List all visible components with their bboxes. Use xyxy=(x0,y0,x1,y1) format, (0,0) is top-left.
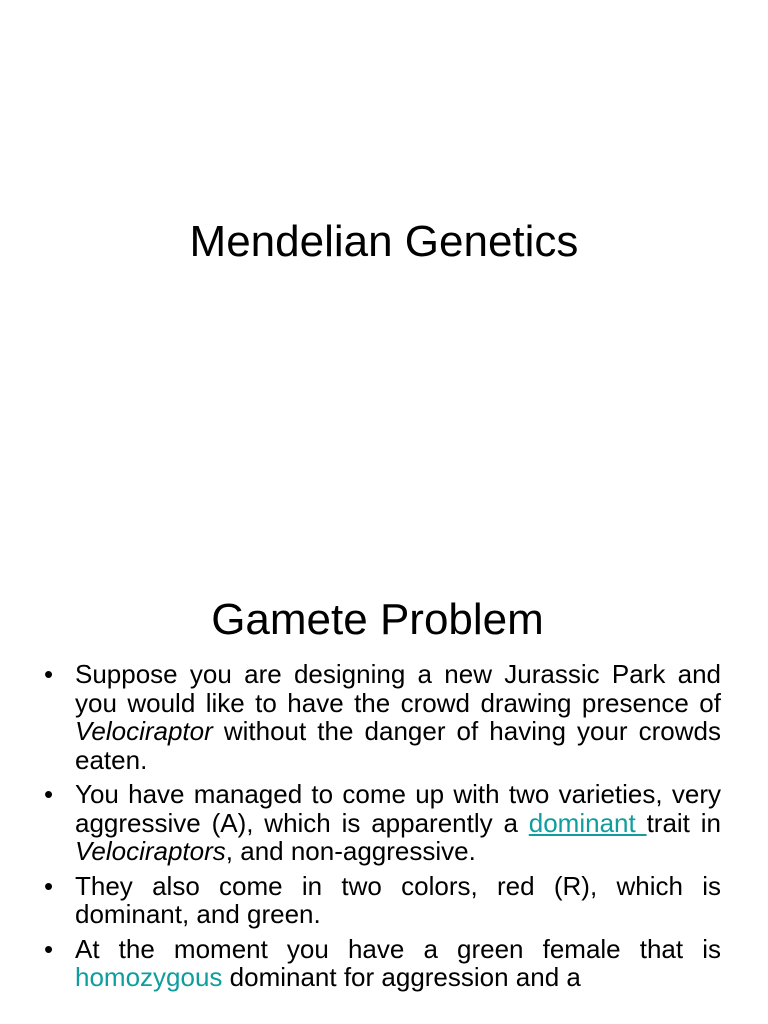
homozygous-link[interactable]: homozygous xyxy=(75,962,223,992)
bullet-dot: • xyxy=(44,779,54,809)
text-run: without the danger of having your crowds eaten. xyxy=(75,716,721,775)
text-run: , and non-aggressive. xyxy=(225,836,476,866)
text-run: At the moment you have a green female that is xyxy=(75,933,721,964)
italic-text-run: Velociraptors xyxy=(75,836,226,866)
bullet-text xyxy=(75,935,721,992)
text-run: trait in xyxy=(646,807,721,838)
text-run: You have managed to come up with two varieties, very aggressive (A), which is apparently a xyxy=(75,779,721,838)
dominant-link[interactable]: dominant xyxy=(528,807,647,838)
text-run: dominant for aggression and a xyxy=(222,962,581,992)
bullet-item xyxy=(0,935,768,992)
bullet-dot: • xyxy=(44,933,54,964)
slide-title-gamete-problem: Gamete Problem xyxy=(211,595,544,644)
bullet-text xyxy=(75,660,721,774)
slide-title-mendelian-genetics: Mendelian Genetics xyxy=(189,217,579,266)
bullet-text xyxy=(75,780,721,866)
bullet-item xyxy=(0,660,768,774)
text-run: Suppose you are designing a new Jurassic Park and you would like to have the crowd drawing presence of xyxy=(75,659,721,718)
text-run: They also come in two colors, red (R), which is dominant, and green. xyxy=(75,870,721,929)
bullet-item xyxy=(0,872,768,929)
bullet-item xyxy=(0,780,768,866)
bullet-text xyxy=(75,872,721,929)
bullet-dot: • xyxy=(44,870,54,901)
italic-text-run: Velociraptor xyxy=(75,716,213,746)
bullet-dot: • xyxy=(44,659,54,689)
bullet-list xyxy=(0,660,768,998)
